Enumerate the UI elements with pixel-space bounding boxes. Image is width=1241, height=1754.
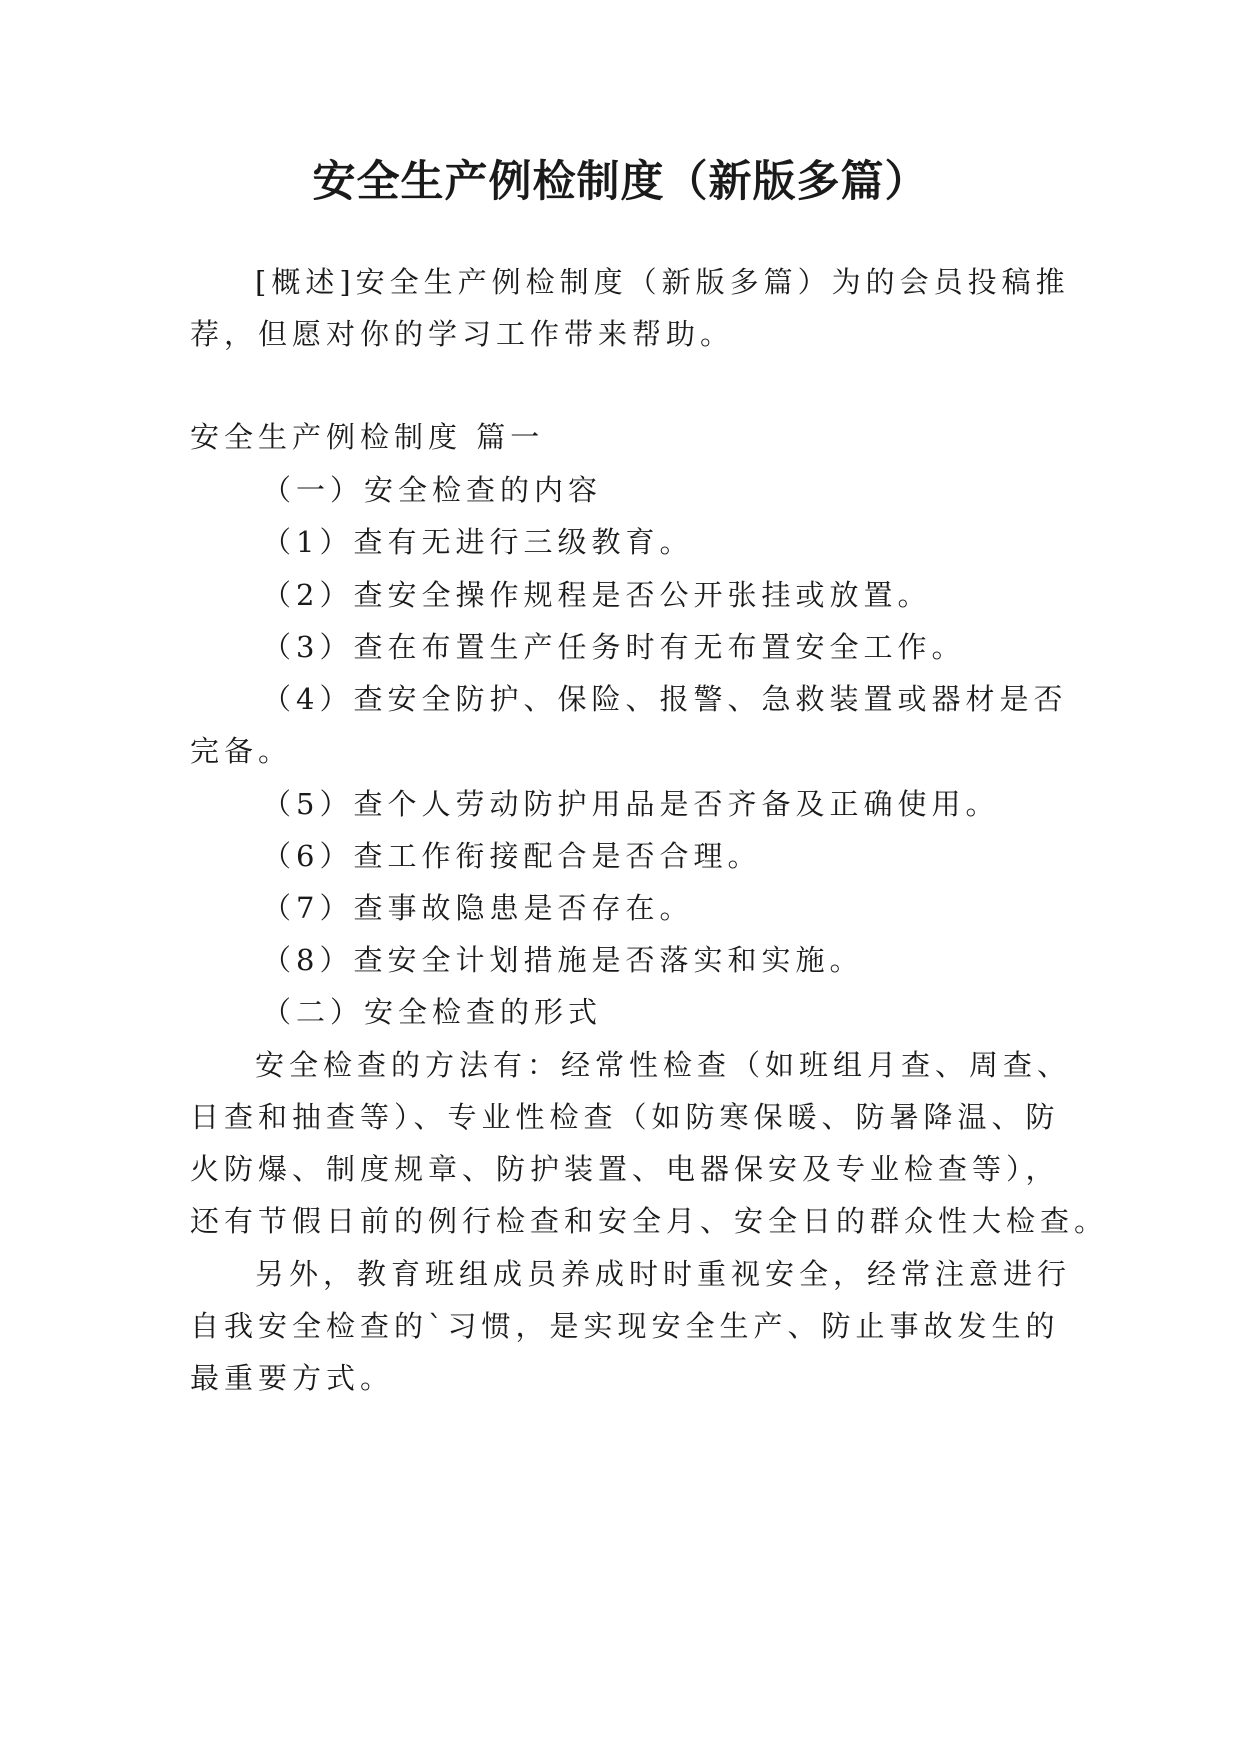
list-item: （4）查安全防护、保险、报警、急救装置或器材是否 xyxy=(262,682,1068,716)
list-item: （8）查安全计划措施是否落实和实施。 xyxy=(262,943,864,977)
list-item: （1）查有无进行三级教育。 xyxy=(262,525,694,559)
list-item: （2）查安全操作规程是否公开张挂或放置。 xyxy=(262,578,932,612)
closing-line-2: 自我安全检查的`习惯，是实现安全生产、防止事故发生的 xyxy=(190,1309,1060,1343)
methods-line-1: 安全检查的方法有：经常性检查（如班组月查、周查、 xyxy=(255,1048,1072,1082)
document-title: 安全生产例检制度（新版多篇） xyxy=(312,157,929,207)
closing-line-1: 另外，教育班组成员养成时时重视安全，经常注意进行 xyxy=(255,1257,1072,1291)
list-item-continuation: 完备。 xyxy=(190,734,293,768)
list-item: （6）查工作衔接配合是否合理。 xyxy=(262,839,762,873)
intro-line-1: [概述]安全生产例检制度（新版多篇）为的会员投稿推 xyxy=(255,265,1070,299)
list-item: （5）查个人劳动防护用品是否齐备及正确使用。 xyxy=(262,787,1000,821)
section-heading: 安全生产例检制度 篇一 xyxy=(190,420,545,454)
part-one-heading: （一）安全检查的内容 xyxy=(262,473,603,507)
list-item: （3）查在布置生产任务时有无布置安全工作。 xyxy=(262,630,966,664)
intro-line-2: 荐，但愿对你的学习工作带来帮助。 xyxy=(190,317,735,351)
part-two-heading: （二）安全检查的形式 xyxy=(262,995,603,1029)
closing-line-3: 最重要方式。 xyxy=(190,1361,395,1395)
methods-line-3: 火防爆、制度规章、防护装置、电器保安及专业检查等）， xyxy=(190,1152,1060,1186)
methods-line-2: 日查和抽查等）、专业性检查（如防寒保暖、防暑降温、防 xyxy=(190,1100,1060,1134)
list-item: （7）查事故隐患是否存在。 xyxy=(262,891,694,925)
methods-line-4: 还有节假日前的例行检查和安全月、安全日的群众性大检查。 xyxy=(190,1204,1109,1238)
